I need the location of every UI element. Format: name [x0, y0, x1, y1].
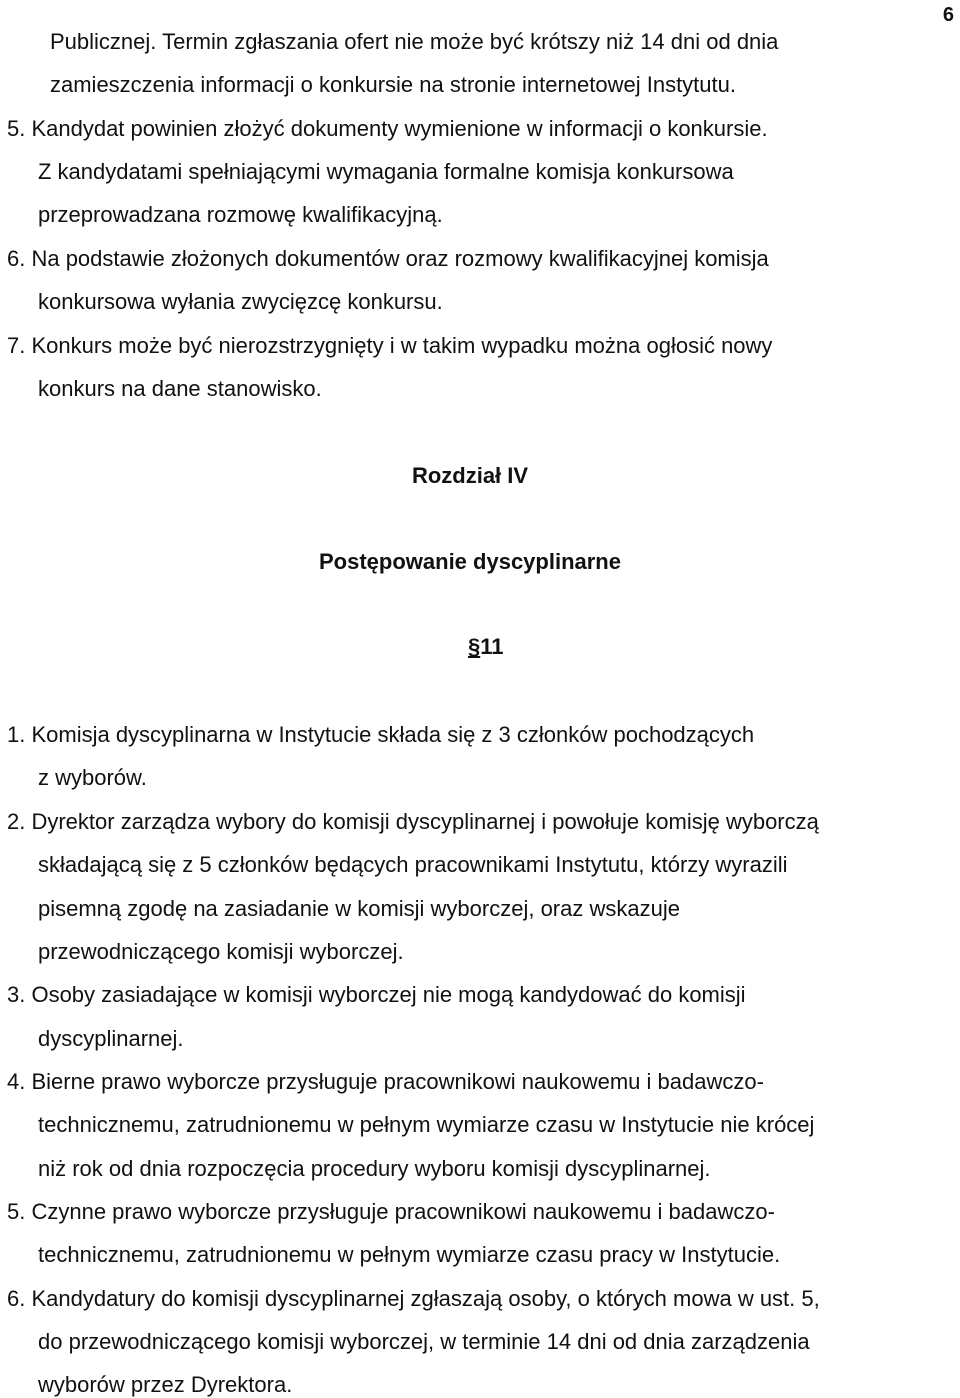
- text-line: dyscyplinarnej.: [38, 1026, 184, 1051]
- text-line: Publicznej. Termin zgłaszania ofert nie może być krótszy niż 14 dni od dnia: [50, 29, 779, 54]
- text-line: 2. Dyrektor zarządza wybory do komisji dyscyplinarnej i powołuje komisję wyborczą: [7, 809, 819, 834]
- text-line: 6. Kandydatury do komisji dyscyplinarnej zgłaszają osoby, o których mowa w ust. 5,: [7, 1286, 820, 1311]
- text-line: 1. Komisja dyscyplinarna w Instytucie składa się z 3 członków pochodzących: [7, 722, 755, 747]
- chapter-title: Rozdział IV: [411, 463, 529, 488]
- paragraph-heading: [468, 634, 504, 660]
- text-line: konkurs na dane stanowisko.: [38, 376, 322, 401]
- text-line: Z kandydatami spełniającymi wymagania formalne komisja konkursowa: [38, 159, 734, 184]
- text-line: konkursowa wyłania zwycięzcę konkursu.: [38, 289, 443, 314]
- text-line: 5. Kandydat powinien złożyć dokumenty wymienione w informacji o konkursie.: [7, 116, 768, 141]
- text-line: 3. Osoby zasiadające w komisji wyborczej nie mogą kandydować do komisji: [7, 982, 746, 1007]
- page-number: 6: [942, 4, 954, 26]
- text-line: 4. Bierne prawo wyborcze przysługuje pracownikowi naukowemu i badawczo-: [7, 1069, 764, 1094]
- chapter-subtitle: Postępowanie dyscyplinarne: [319, 549, 621, 574]
- text-line: 7. Konkurs może być nierozstrzygnięty i w takim wypadku można ogłosić nowy: [7, 333, 773, 358]
- text-line: 5. Czynne prawo wyborcze przysługuje pracownikowi naukowemu i badawczo-: [7, 1199, 775, 1224]
- paragraph-symbol: §: [468, 634, 481, 659]
- text-line: technicznemu, zatrudnionemu w pełnym wymiarze czasu w Instytucie nie krócej: [38, 1112, 815, 1137]
- text-line: składającą się z 5 członków będących pracownikami Instytutu, którzy wyrazili: [38, 852, 788, 877]
- text-line: wyborów przez Dyrektora.: [38, 1372, 293, 1397]
- paragraph-number: 11: [480, 634, 504, 659]
- text-line: pisemną zgodę na zasiadanie w komisji wyborczej, oraz wskazuje: [38, 896, 680, 921]
- text-line: technicznemu, zatrudnionemu w pełnym wymiarze czasu pracy w Instytucie.: [38, 1242, 781, 1267]
- text-line: przewodniczącego komisji wyborczej.: [38, 939, 404, 964]
- text-line: zamieszczenia informacji o konkursie na stronie internetowej Instytutu.: [50, 72, 736, 97]
- text-line: niż rok od dnia rozpoczęcia procedury wyboru komisji dyscyplinarnej.: [38, 1156, 711, 1181]
- text-line: przeprowadzana rozmowę kwalifikacyjną.: [38, 202, 443, 227]
- text-line: 6. Na podstawie złożonych dokumentów oraz rozmowy kwalifikacyjnej komisja: [7, 246, 769, 271]
- text-line: do przewodniczącego komisji wyborczej, w terminie 14 dni od dnia zarządzenia: [38, 1329, 810, 1354]
- text-line: z wyborów.: [38, 765, 147, 790]
